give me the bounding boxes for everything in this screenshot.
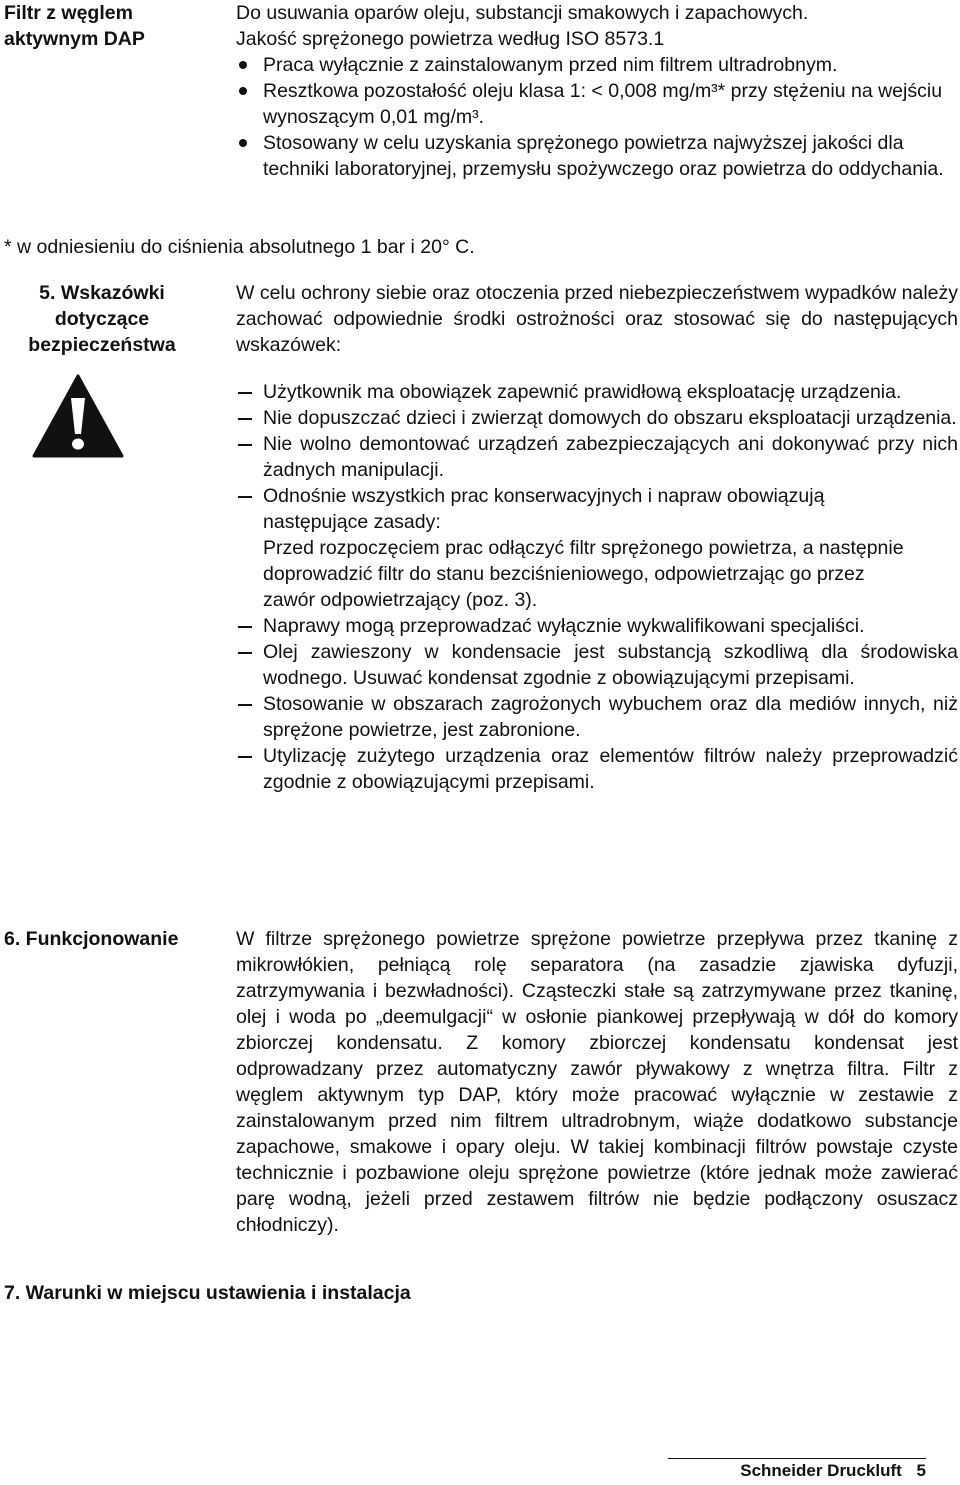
bullet-dot: [239, 61, 247, 69]
footer-rule: [668, 1458, 926, 1459]
bullet-dot: [239, 139, 247, 147]
dash-marker: [238, 704, 252, 706]
function-text: W filtrze sprężonego powietrze sprężone powietrze przepływa przez tkaninę z mikrowłókien, pełniącą rolę separatora (na zasadzie zjawiska dyfuzji, zatrzymywania i bezwładności). Cząsteczki stałe są zatrzymywane przez tkaninę, olej i woda po „deemulgacji“ w osłonie piankowej przepływają w dół do komory zbiorczej kondensatu. Z komory zbiorczej kondensatu kondensat jest odprowadzany przez automatyczny zawór pływakowy z wnętrza filtra. Filtr z węglem aktywnym typ DAP, który może pracować wyłącznie w zestawie z zainstalowanym przed nim filtrem ultradrobnym, wiąże dodatkowo substancje zapachowe, smakowe i opary oleju. W takiej kombinacji filtrów powstaje czyste technicznie i pozbawione oleju sprężone powietrze (które jednak może zawierać parę wodną, jeżeli przed zestawem filtrów nie będzie podłączony osuszacz chłodniczy).: [236, 928, 958, 1236]
list-item: Nie dopuszczać dzieci i zwierząt domowych do obszaru eksploatacji urządzenia.: [236, 405, 958, 431]
list-item: Praca wyłącznie z zainstalowanym przed nim filtrem ultradrobnym.: [236, 52, 944, 78]
maintenance-note: Przed rozpoczęciem prac odłączyć filtr sprężonego powietrza, a następnie doprowadzić filtr do stanu bezciśnieniowego, odpowietrzając go przez zawór odpowietrzający (poz. 3).: [263, 537, 904, 611]
page-footer: [740, 1460, 926, 1482]
dash-marker: [238, 444, 252, 446]
list-item: Resztkowa pozostałość oleju klasa 1: < 0,008 mg/m³* przy stężeniu na wejściu wynoszącym 0,01 mg/m³.: [236, 78, 944, 130]
list-item: Stosowanie w obszarach zagrożonych wybuchem oraz dla mediów innych, niż sprężone powietrze, jest zabronione.: [236, 691, 958, 743]
page-number: 5: [916, 1461, 926, 1480]
filter-intro-line-2: Jakość sprężonego powietrza według ISO 8573.1: [236, 28, 665, 50]
dash-marker: [238, 626, 252, 628]
filter-intro-line-1: Do usuwania oparów oleju, substancji smakowych i zapachowych.: [236, 2, 809, 24]
filter-bullet-list: [236, 52, 958, 182]
safety-list: [236, 379, 958, 795]
filter-description: [236, 0, 958, 182]
footer-brand: Schneider Druckluft: [740, 1461, 902, 1480]
function-heading: 6. Funkcjonowanie: [4, 928, 179, 950]
list-item: Nie wolno demontować urządzeń zabezpieczających ani dokonywać przy nich żadnych manipulacji.: [236, 431, 958, 483]
dash-marker: [238, 652, 252, 654]
warning-triangle-icon: [32, 374, 124, 458]
filter-footnote: * w odniesieniu do ciśnienia absolutnego 1 bar i 20° C.: [4, 236, 475, 258]
dash-marker: [238, 756, 252, 758]
list-item: Użytkownik ma obowiązek zapewnić prawidłową eksploatację urządzenia.: [236, 379, 958, 405]
list-item: Stosowany w celu uzyskania sprężonego powietrza najwyższej jakości dla techniki laboratoryjnej, przemysłu spożywczego oraz powietrza do oddychania.: [236, 130, 944, 182]
list-item: Utylizację zużytego urządzenia oraz elementów filtrów należy przeprowadzić zgodnie z obowiązującymi przepisami.: [236, 743, 958, 795]
bullet-dot: [239, 87, 247, 95]
dash-marker: [238, 418, 252, 420]
safety-content: [236, 280, 958, 795]
list-item: Naprawy mogą przeprowadzać wyłącznie wykwalifikowani specjaliści.: [236, 613, 958, 639]
dash-marker: [238, 392, 252, 394]
list-item: Olej zawieszony w kondensacie jest substancją szkodliwą dla środowiska wodnego. Usuwać kondensat zgodnie z obowiązującymi przepisami.: [236, 639, 958, 691]
filter-label: Filtr z węglem aktywnym DAP: [4, 2, 145, 50]
safety-heading: 5. Wskazówki dotyczące bezpieczeństwa: [28, 282, 176, 356]
dash-marker: [238, 496, 252, 498]
list-item: Odnośnie wszystkich prac konserwacyjnych i napraw obowiązują następujące zasady: Przed rozpoczęciem prac odłączyć filtr sprężonego powietrza, a następnie doprowadzić filtr do stanu bezciśnieniowego, odpowietrzając go przez zawór odpowietrzający (poz. 3).: [236, 483, 958, 613]
installation-heading: 7. Warunki w miejscu ustawienia i instalacja: [4, 1282, 411, 1304]
safety-intro: W celu ochrony siebie oraz otoczenia przed niebezpieczeństwem wypadków należy zachować odpowiednie środki ostrożności oraz stosować się do następujących wskazówek:: [236, 282, 958, 356]
